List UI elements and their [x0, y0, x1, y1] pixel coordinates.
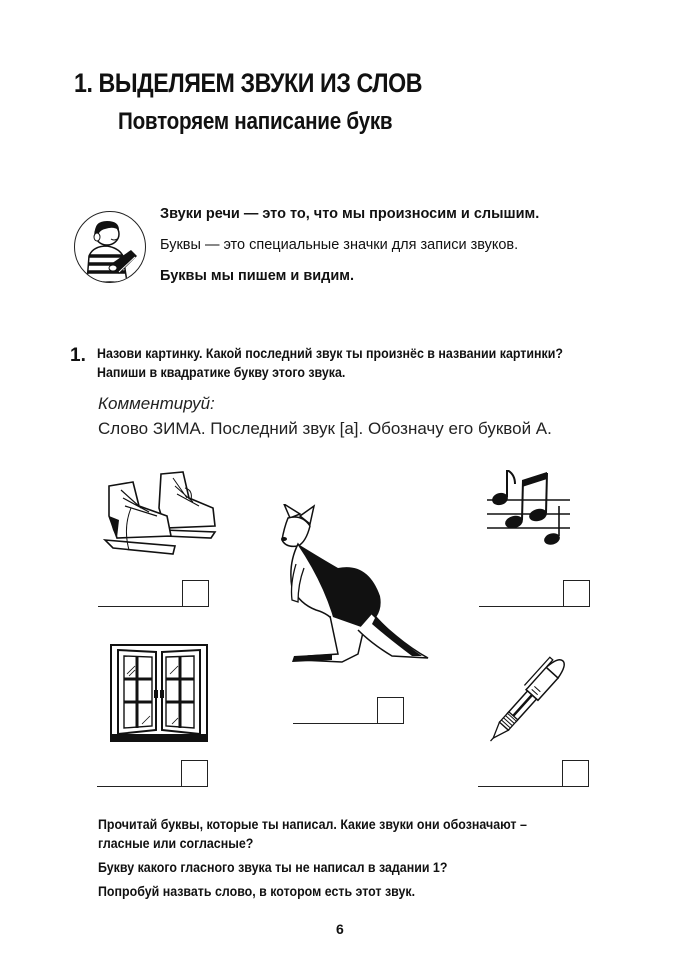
- question-2: Букву какого гласного звука ты не написал в задании 1?: [98, 860, 448, 875]
- answer-line: [479, 606, 565, 608]
- comment-label: Комментируй:: [98, 394, 215, 413]
- question-1-line-1: Прочитай буквы, которые ты написал. Какие звуки они обозначают –: [98, 817, 527, 832]
- answer-line: [478, 786, 564, 788]
- rule-line-1: Звуки речи — это то, что мы произносим и слышим.: [160, 206, 540, 222]
- answer-box[interactable]: [181, 760, 208, 787]
- answer-pen: [478, 760, 589, 787]
- rule-line-2: Буквы — это специальные значки для записи звуков.: [160, 237, 519, 253]
- answer-box[interactable]: [377, 697, 404, 724]
- task-instruction-line-1: Назови картинку. Какой последний звук ты произнёс в названии картинки?: [97, 346, 563, 361]
- comment-example: Слово ЗИМА. Последний звук [а]. Обозначу его буквой А.: [98, 419, 552, 438]
- task-instruction: [97, 344, 563, 382]
- answer-box[interactable]: [562, 760, 589, 787]
- question-3: Попробуй назвать слово, в котором есть этот звук.: [98, 884, 416, 899]
- answer-notes: [479, 580, 590, 607]
- answer-line: [97, 786, 183, 788]
- boy-reading-icon: [74, 211, 146, 283]
- answer-kangaroo: [293, 697, 403, 724]
- answer-line: [98, 606, 184, 608]
- question-1: [98, 815, 527, 853]
- task-number: 1.: [70, 345, 86, 366]
- answer-box[interactable]: [182, 580, 209, 607]
- task-instruction-line-2: Напиши в квадратике букву этого звука.: [97, 365, 346, 380]
- pen-icon: [482, 643, 582, 748]
- answer-line: [293, 723, 379, 725]
- kangaroo-icon: [272, 504, 432, 669]
- answer-window: [97, 760, 208, 787]
- answer-skates: [98, 580, 209, 607]
- ice-skates-icon: [103, 468, 223, 558]
- question-1-line-2: гласные или согласные?: [98, 836, 254, 851]
- rule-line-3: Буквы мы пишем и видим.: [160, 268, 355, 284]
- window-icon: [110, 644, 208, 742]
- answer-box[interactable]: [563, 580, 590, 607]
- page-number: 6: [336, 921, 344, 937]
- lesson-title: 1. ВЫДЕЛЯЕМ ЗВУКИ ИЗ СЛОВ: [74, 68, 423, 98]
- music-notes-icon: [485, 470, 570, 545]
- lesson-subtitle: Повторяем написание букв: [118, 108, 393, 135]
